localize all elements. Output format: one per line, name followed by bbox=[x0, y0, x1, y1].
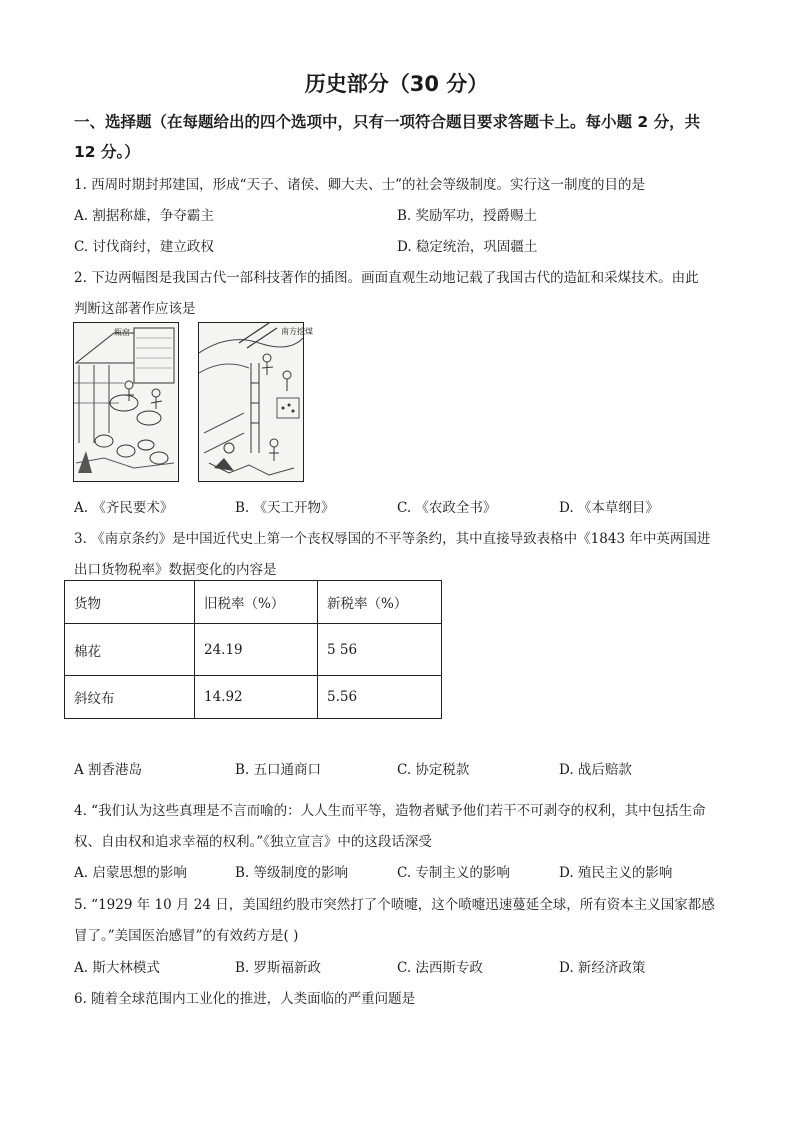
illustration-coal-mining-label: 南方挖煤 bbox=[281, 327, 313, 336]
table-header-cell: 新税率（%） bbox=[318, 581, 442, 624]
table-cell: 14.92 bbox=[195, 676, 318, 719]
question-1-option-b: B. 奖励军功，授爵赐土 bbox=[397, 208, 538, 224]
question-6-stem: 6. 随着全球范围内工业化的推进，人类面临的严重问题是 bbox=[74, 991, 416, 1007]
question-4-option-d: D. 殖民主义的影响 bbox=[559, 865, 673, 881]
question-2-option-d: D. 《本草纲目》 bbox=[559, 500, 659, 516]
question-2-option-b: B. 《天工开物》 bbox=[235, 500, 335, 516]
question-1-stem: 1. 西周时期封邦建国，形成“天子、诸侯、卿大夫、士”的社会等级制度。实行这一制度的目的是 bbox=[74, 177, 645, 193]
question-5-option-b: B. 罗斯福新政 bbox=[235, 960, 322, 976]
question-4-option-c: C. 专制主义的影响 bbox=[397, 865, 510, 881]
table-cell: 斜纹布 bbox=[65, 676, 195, 719]
question-4-option-b: B. 等级制度的影响 bbox=[235, 865, 349, 881]
question-2-stem-line1: 2. 下边两幅图是我国古代一部科技著作的插图。画面直观生动地记载了我国古代的造缸和采煤技术。由此 bbox=[74, 270, 699, 286]
table-cell: 5.56 bbox=[318, 676, 442, 719]
table-header-cell: 旧税率（%） bbox=[195, 581, 318, 624]
question-5-stem-line2: 冒了。”美国医治感冒”的有效药方是( ) bbox=[74, 928, 299, 944]
question-1-option-d: D. 稳定统治，巩固疆土 bbox=[397, 239, 538, 255]
question-1-option-a: A. 割据称雄，争夺霸主 bbox=[74, 208, 214, 224]
table-cell: 棉花 bbox=[65, 624, 195, 676]
kiln-sketch bbox=[74, 323, 178, 481]
section-heading-line2: 12 分。） bbox=[74, 143, 140, 161]
table-row bbox=[65, 624, 442, 676]
table-cell: 24.19 bbox=[195, 624, 318, 676]
question-3-option-b: B. 五口通商口 bbox=[235, 762, 322, 778]
question-5-option-c: C. 法西斯专政 bbox=[397, 960, 483, 976]
tax-rate-table bbox=[64, 580, 442, 719]
question-1-option-c: C. 讨伐商纣，建立政权 bbox=[74, 239, 214, 255]
question-4-stem-line2: 权、自由权和追求幸福的权利。”《独立宣言》中的这段话深受 bbox=[74, 834, 432, 850]
question-2-option-a: A. 《齐民要术》 bbox=[74, 500, 174, 516]
question-4-stem-line1: 4. “我们认为这些真理是不言而喻的：人人生而平等，造物者赋予他们若干不可剥夺的权利，其中包括生命 bbox=[74, 803, 706, 819]
question-2-stem-line2: 判断这部著作应该是 bbox=[74, 301, 196, 317]
section-heading-line1: 一、选择题（在每题给出的四个选项中，只有一项符合题目要求答题卡上。每小题 2 分，共 bbox=[74, 113, 701, 131]
table-cell: 5 56 bbox=[318, 624, 442, 676]
illustration-kiln-label: 瓶窑 bbox=[114, 328, 130, 337]
illustration-kiln bbox=[73, 322, 179, 482]
table-header-row bbox=[65, 581, 442, 624]
question-3-stem-line2: 出口货物税率》数据变化的内容是 bbox=[74, 562, 277, 578]
question-3-stem-line1: 3. 《南京条约》是中国近代史上第一个丧权辱国的不平等条约，其中直接导致表格中《1843 年中英两国进 bbox=[74, 531, 711, 547]
question-5-option-a: A. 斯大林模式 bbox=[74, 960, 160, 976]
table-row bbox=[65, 676, 442, 719]
coal-mining-sketch bbox=[199, 323, 303, 481]
question-2-option-c: C. 《农政全书》 bbox=[397, 500, 497, 516]
page-title: 历史部分（30 分） bbox=[304, 72, 489, 96]
question-3-option-c: C. 协定税款 bbox=[397, 762, 470, 778]
illustration-coal-mining bbox=[198, 322, 313, 482]
question-4-option-a: A. 启蒙思想的影响 bbox=[74, 865, 187, 881]
question-5-stem-line1: 5. “1929 年 10 月 24 日，美国纽约股市突然打了个喷嚏，这个喷嚏迅速蔓延全球，所有资本主义国家都感 bbox=[74, 897, 715, 913]
question-3-option-a: A 割香港岛 bbox=[74, 762, 143, 778]
question-5-option-d: D. 新经济政策 bbox=[559, 960, 646, 976]
question-3-option-d: D. 战后赔款 bbox=[559, 762, 632, 778]
table-header-cell: 货物 bbox=[65, 581, 195, 624]
